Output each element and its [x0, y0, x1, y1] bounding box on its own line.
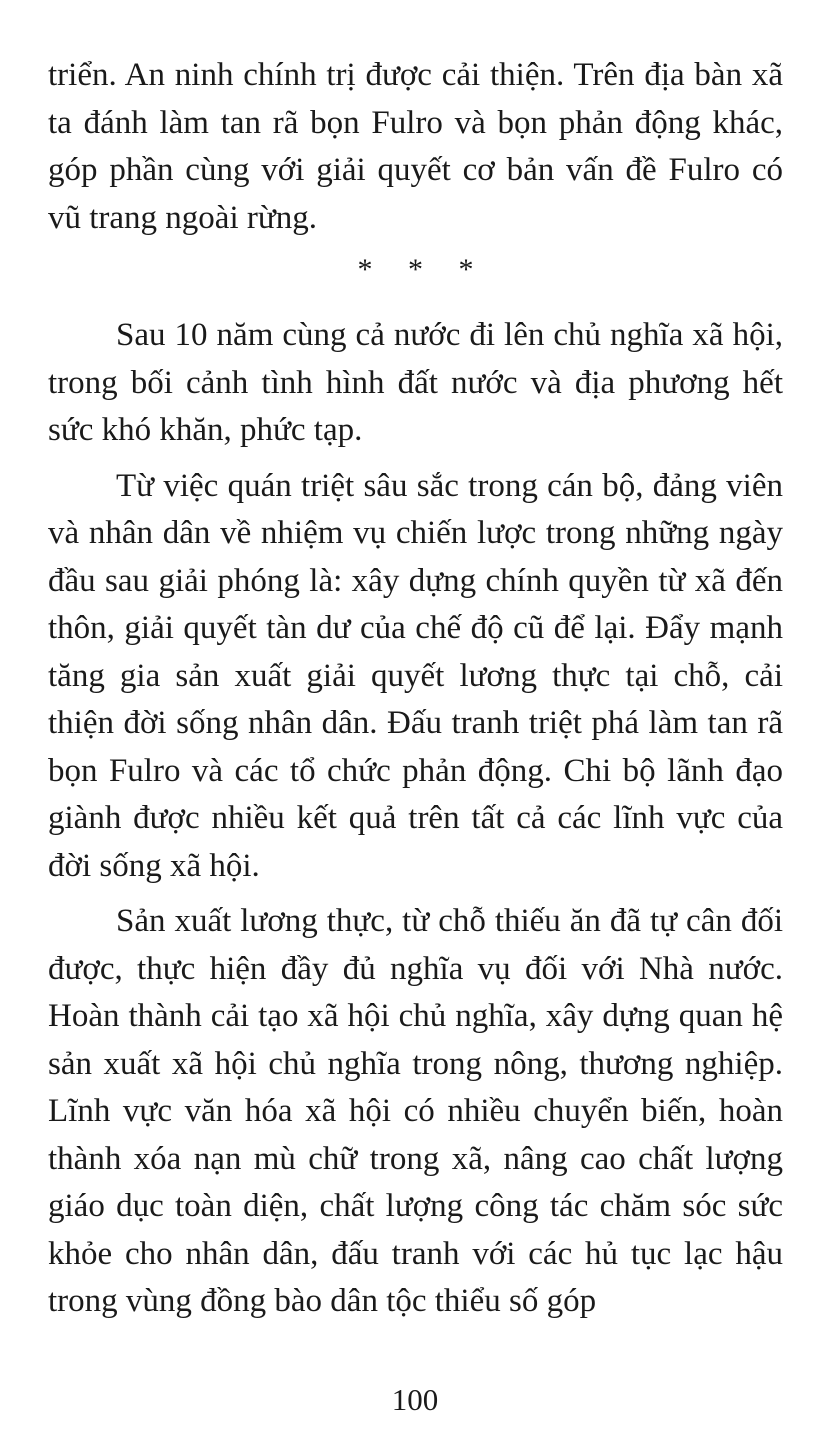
paragraph-continued: triển. An ninh chính trị được cải thiện. Trên địa bàn xã ta đánh làm tan rã bọn Fulro và bọn phản động khác, góp phần cùng với giải quyết cơ bản vấn đề Fulro có vũ trang ngoài rừng. — [48, 57, 783, 236]
paragraph-food-production: Sản xuất lương thực, từ chỗ thiếu ăn đã tự cân đối được, thực hiện đầy đủ nghĩa vụ đối với Nhà nước. Hoàn thành cải tạo xã hội chủ nghĩa, xây dựng quan hệ sản xuất xã hội chủ nghĩa trong nông, thương nghiệp. Lĩnh vực văn hóa xã hội có nhiều chuyển biến, hoàn thành xóa nạn mù chữ trong xã, nâng cao chất lượng giáo dục toàn diện, chất lượng công tác chăm sóc sức khỏe cho nhân dân, đấu tranh với các hủ tục lạc hậu trong vùng đồng bào dân tộc thiểu số góp — [48, 903, 783, 1319]
paragraph-strategic-tasks: Từ việc quán triệt sâu sắc trong cán bộ, đảng viên và nhân dân về nhiệm vụ chiến lược trong những ngày đầu sau giải phóng là: xây dựng chính quyền từ xã đến thôn, giải quyết tàn dư của chế độ cũ để lại. Đẩy mạnh tăng gia sản xuất giải quyết lương thực tại chỗ, cải thiện đời sống nhân dân. Đấu tranh triệt phá làm tan rã bọn Fulro và các tổ chức phản động. Chi bộ lãnh đạo giành được nhiều kết quả trên tất cả các lĩnh vực của đời sống xã hội. — [48, 467, 783, 884]
body-text — [48, 52, 783, 1326]
page-number: 100 — [391, 1382, 439, 1417]
section-separator: * * * — [357, 253, 488, 286]
paragraph-ten-years: Sau 10 năm cùng cả nước đi lên chủ nghĩa xã hội, trong bối cảnh tình hình đất nước và địa phương hết sức khó khăn, phức tạp. — [48, 317, 783, 448]
